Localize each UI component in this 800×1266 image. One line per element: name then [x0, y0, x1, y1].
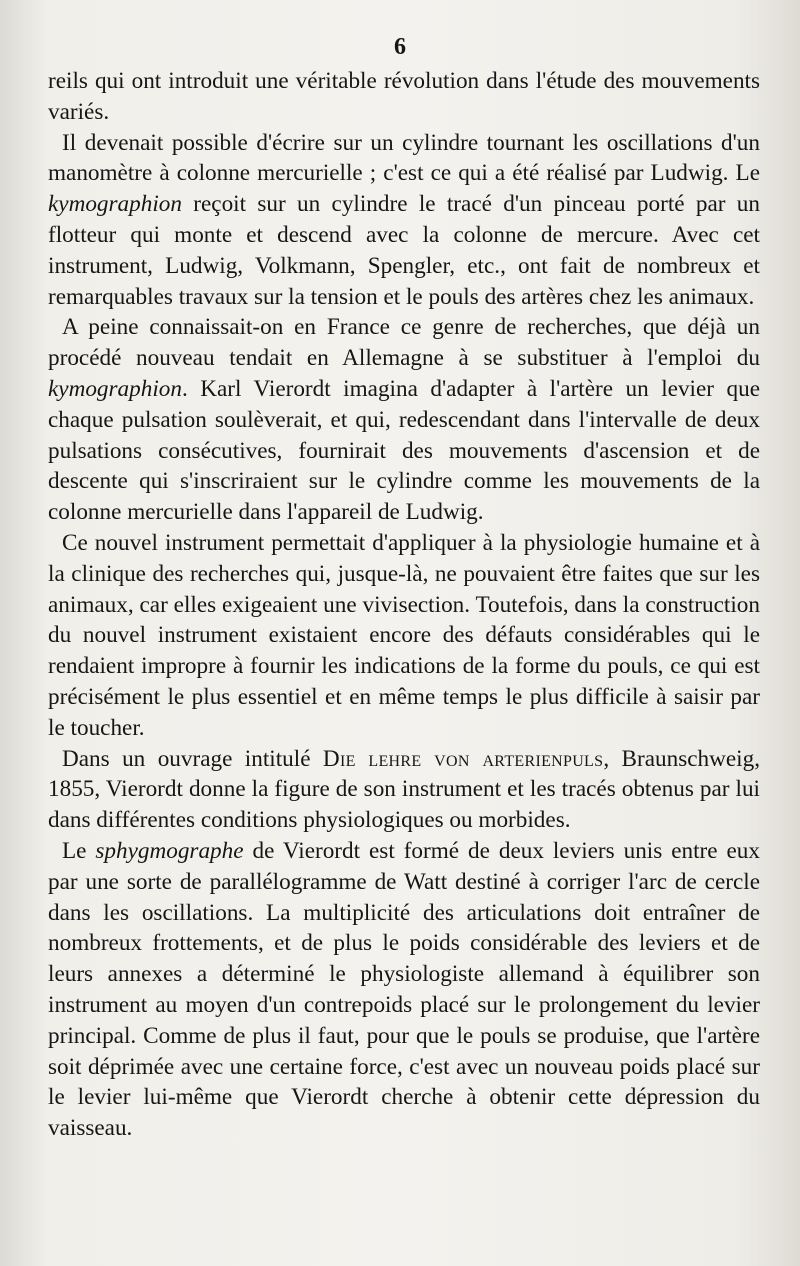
text-segment: reils qui ont introduit une véritable révolution dans l'étude des mouvements variés. — [48, 68, 760, 125]
paragraph — [48, 66, 760, 128]
text-segment: , Braunschweig, 1855, Vierordt donne la figure de son instrument et les tracés obtenus par lui dans différentes conditions physiologiques ou morbides. — [48, 745, 760, 834]
text-segment: Le — [62, 837, 96, 864]
paragraph — [48, 312, 760, 528]
paragraph — [48, 744, 760, 836]
paragraph — [48, 128, 760, 313]
text-segment: Ce nouvel instrument permettait d'appliquer à la physiologie humaine et à la clinique des recherches qui, jusque-là, ne pouvaient être faites que sur les animaux, car elles exigeaient une vivisection. Toutefois, dans la construction du nouvel instrument existaient encore des défauts considérables qui le rendaient impropre à fournir les indications de la forme du pouls, ce qui est précisément le plus essentiel et en même temps le plus difficile à saisir par le toucher. — [48, 529, 760, 741]
text-segment: Il devenait possible d'écrire sur un cylindre tournant les oscillations d'un manomètre à colonne mercurielle ; c'est ce qui a été réalisé par Ludwig. Le — [48, 129, 760, 187]
italic-term: kymographion — [48, 191, 182, 218]
page-number: 6 — [394, 34, 406, 60]
text-segment: Dans un ouvrage intitulé — [62, 745, 323, 772]
italic-term: kymographion — [48, 375, 182, 402]
text-segment: de Vierordt est formé de deux leviers unis entre eux par une sorte de parallélogramme de Watt destiné à corriger l'arc de cercle dans les oscillations. La multiplicité des articulations doit entraîner de nombreux frottements, et de plus le poids considérable des leviers et de leurs annexes a déterminé le physiologiste allemand à équilibrer son instrument au moyen d'un contrepoids placé sur le prolongement du levier principal. Comme de plus il faut, pour que le pouls se produise, que l'artère soit déprimée avec une certaine force, c'est avec un nouveau poids placé sur le levier lui-même que Vierordt cherche à obtenir cette dépression du vaisseau. — [48, 837, 760, 1142]
text-segment: A peine connaissait-on en France ce genre de recherches, que déjà un procédé nouveau tendait en Allemagne à se substituer à l'emploi du — [48, 314, 760, 372]
paragraph — [48, 528, 760, 744]
text-segment: reçoit sur un cylindre le tracé d'un pinceau porté par un flotteur qui monte et descend avec la colonne de mercure. Avec cet instrument, Ludwig, Volkmann, Spengler, etc., ont fait de nombreux et remarquables travaux sur la tension et le pouls des artères chez les animaux. — [48, 191, 760, 310]
paragraph — [48, 836, 760, 1144]
italic-term: sphygmographe — [95, 837, 244, 864]
body-text — [48, 66, 760, 1144]
text-segment: . Karl Vierordt imagina d'adapter à l'artère un levier que chaque pulsation soulèverait, et qui, redescendant dans l'intervalle de deux pulsations consécutives, fournirait des mouvements d'ascension et de descente qui s'inscriraient sur le cylindre comme les mouvements de la colonne mercurielle dans l'appareil de Ludwig. — [48, 375, 760, 526]
book-title: Die lehre von arterienpuls — [322, 745, 604, 772]
